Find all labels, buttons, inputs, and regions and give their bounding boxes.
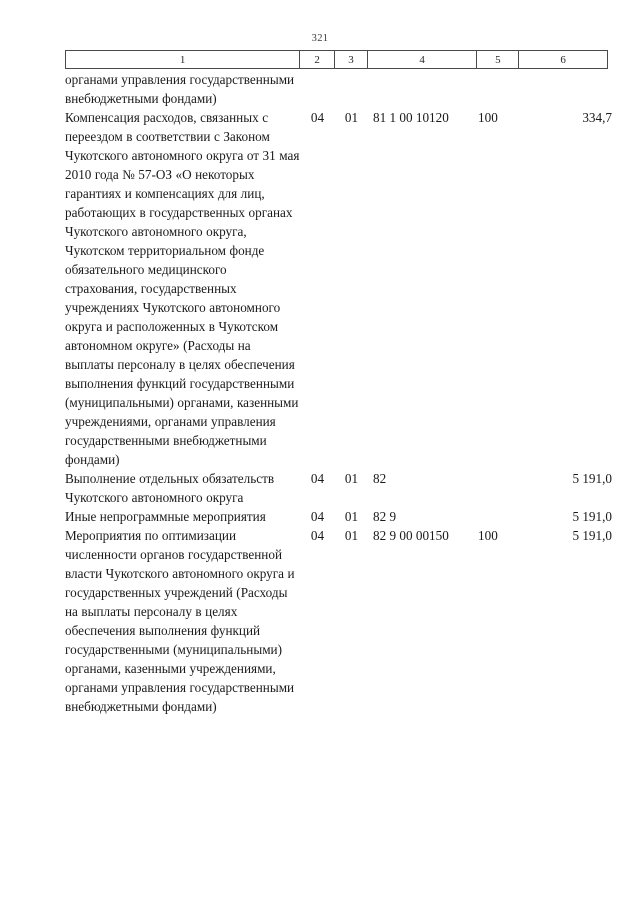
row-subsection-code: 01 bbox=[344, 509, 359, 524]
row-amount: 5 191,0 bbox=[572, 509, 612, 524]
row-description: Выполнение отдельных обязательств Чукотского автономного округа bbox=[65, 471, 275, 505]
row-expense-type-code: 100 bbox=[478, 528, 498, 543]
row-description: Компенсация расходов, связанных с переездом в соответствии с Законом Чукотского автономного округа от 31 мая 2010 года № 57-ОЗ «О некоторых гарантиях и компенсациях для лиц, работающих в государственных органах Чукотского автономного округа, Чукотском территориальном фонде обязательного медицинского страхования, государственных учреждениях Чукотского автономного округа и расположенных в Чукотском автономном округе» (Расходы на выплаты персоналу в целях обеспечения выполнения функций государственными (муниципальными) органами, казенными учреждениями, органами управления государственными внебюджетными фондами) bbox=[65, 110, 300, 467]
row-target-article-code: 82 9 bbox=[373, 509, 397, 524]
row-expense-type-code: 100 bbox=[478, 110, 498, 125]
table-row bbox=[65, 108, 612, 469]
page-number: 321 bbox=[311, 33, 329, 44]
column-header-5: 5 bbox=[477, 51, 519, 68]
row-description: Мероприятия по оптимизации численности органов государственной власти Чукотского автономного округа и государственных учреждений (Расходы на выплаты персоналу в целях обеспечения выполнения функций государственными (муниципальными) органами, казенными учреждениями, органами управления государственными внебюджетными фондами) bbox=[65, 528, 295, 714]
row-target-article-code: 81 1 00 10120 bbox=[373, 110, 449, 125]
row-description: органами управления государственными внебюджетными фондами) bbox=[65, 72, 295, 106]
row-section-code: 04 bbox=[310, 110, 325, 125]
row-description: Иные непрограммные мероприятия bbox=[65, 509, 266, 524]
row-target-article-code: 82 9 00 00150 bbox=[373, 528, 449, 543]
row-subsection-code: 01 bbox=[344, 528, 359, 543]
table-body bbox=[65, 70, 612, 716]
table-row bbox=[65, 469, 612, 507]
row-subsection-code: 01 bbox=[344, 110, 359, 125]
table-row bbox=[65, 507, 612, 526]
row-section-code: 04 bbox=[310, 528, 325, 543]
column-header-3: 3 bbox=[335, 51, 368, 68]
row-amount: 334,7 bbox=[582, 110, 612, 125]
table-row bbox=[65, 70, 612, 108]
column-header-1: 1 bbox=[66, 51, 300, 68]
row-subsection-code: 01 bbox=[344, 471, 359, 486]
table-column-header-row bbox=[65, 50, 608, 69]
column-header-4: 4 bbox=[368, 51, 478, 68]
column-header-2: 2 bbox=[300, 51, 335, 68]
row-target-article-code: 82 bbox=[373, 471, 387, 486]
row-section-code: 04 bbox=[310, 471, 325, 486]
column-header-6: 6 bbox=[560, 53, 566, 66]
row-section-code: 04 bbox=[310, 509, 325, 524]
table-row bbox=[65, 526, 612, 716]
row-amount: 5 191,0 bbox=[572, 528, 612, 543]
row-amount: 5 191,0 bbox=[572, 471, 612, 486]
